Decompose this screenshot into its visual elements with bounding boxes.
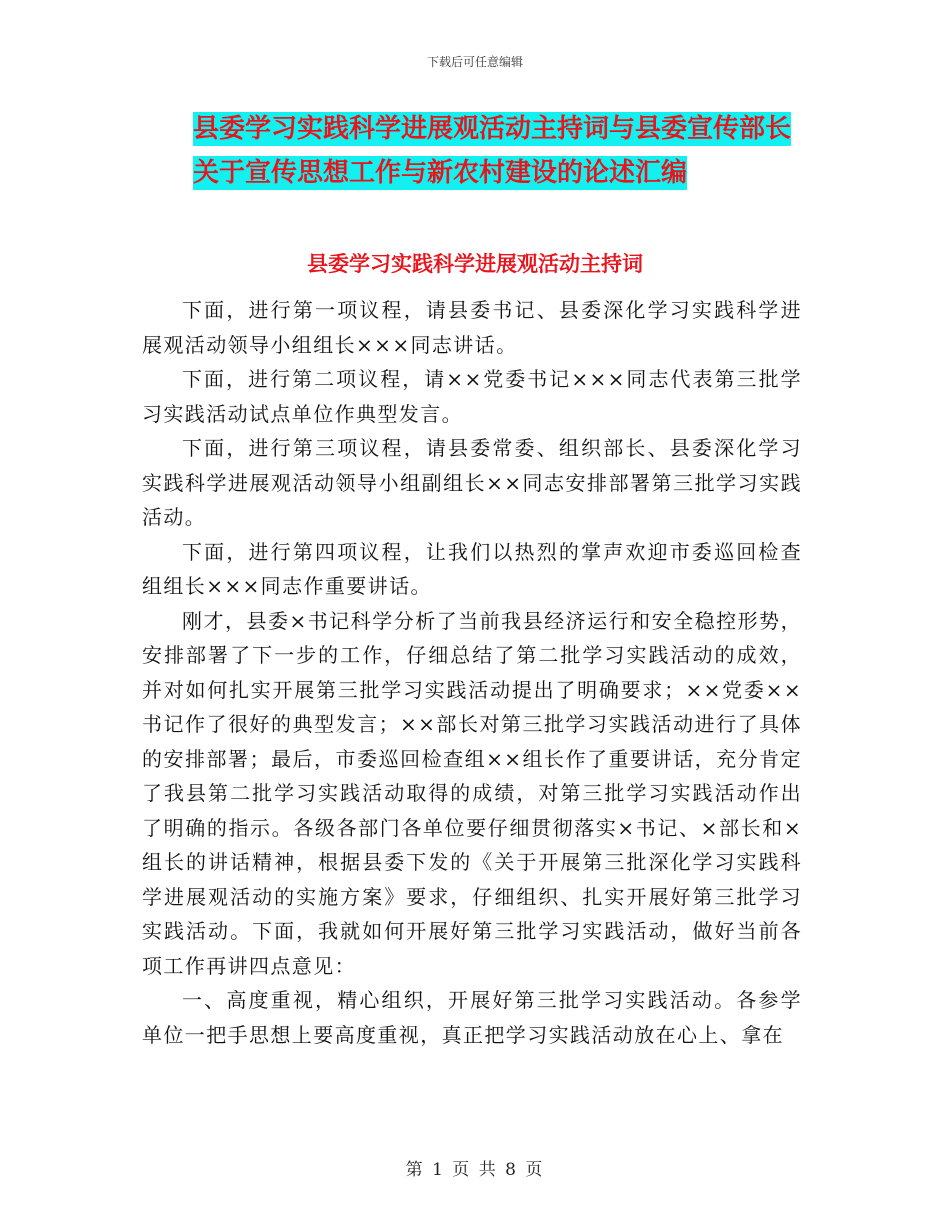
document-title-line-2-text: 关于宣传思想工作与新农村建设的论述汇编 <box>193 158 688 188</box>
paragraph: 下面，进行第四项议程，让我们以热烈的掌声欢迎市委巡回检查组组长×××同志作重要讲话。 <box>142 539 802 598</box>
paragraph: 一、高度重视，精心组织，开展好第三批学习实践活动。各参学单位一把手思想上要高度重视，真正把学习实践活动放在心上、拿在 <box>142 988 802 1047</box>
page-header-note: 下载后可任意编辑 <box>426 55 523 69</box>
document-body <box>142 293 802 1052</box>
paragraph: 刚才，县委×书记科学分析了当前我县经济运行和安全稳控形势，安排部署了下一步的工作，仔细总结了第二批学习实践活动的成效，并对如何扎实开展第三批学习实践活动提出了明确要求；××党委××书记作了很好的典型发言；××部长对第三批学习实践活动进行了具体的安排部署；最后，市委巡回检查组××组长作了重要讲话，充分肯定了我县第二批学习实践活动取得的成绩，对第三批学习实践活动作出了明确的指示。各级各部门各单位要仔细贯彻落实×书记、×部长和×组长的讲话精神，根据县委下发的《关于开展第三批深化学习实践科学进展观活动的实施方案》要求，仔细组织、扎实开展好第三批学习实践活动。下面，我就如何开展好第三批学习实践活动，做好当前各项工作再讲四点意见： <box>142 608 802 978</box>
paragraph: 下面，进行第三项议程，请县委常委、组织部长、县委深化学习实践科学进展观活动领导小组副组长××同志安排部署第三批学习实践活动。 <box>142 436 802 529</box>
document-title-line-1 <box>193 108 791 150</box>
document-title-line-1-text: 县委学习实践科学进展观活动主持词与县委宣传部长 <box>193 114 792 144</box>
paragraph: 下面，进行第二项议程，请××党委书记×××同志代表第三批学习实践活动试点单位作典型发言。 <box>142 367 802 426</box>
section-heading: 县委学习实践科学进展观活动主持词 <box>307 252 643 276</box>
page-footer-page-number: 第 1 页 共 8 页 <box>405 1160 545 1180</box>
document-title-line-2 <box>193 152 687 194</box>
paragraph: 下面，进行第一项议程，请县委书记、县委深化学习实践科学进展观活动领导小组组长×××同志讲话。 <box>142 298 802 357</box>
